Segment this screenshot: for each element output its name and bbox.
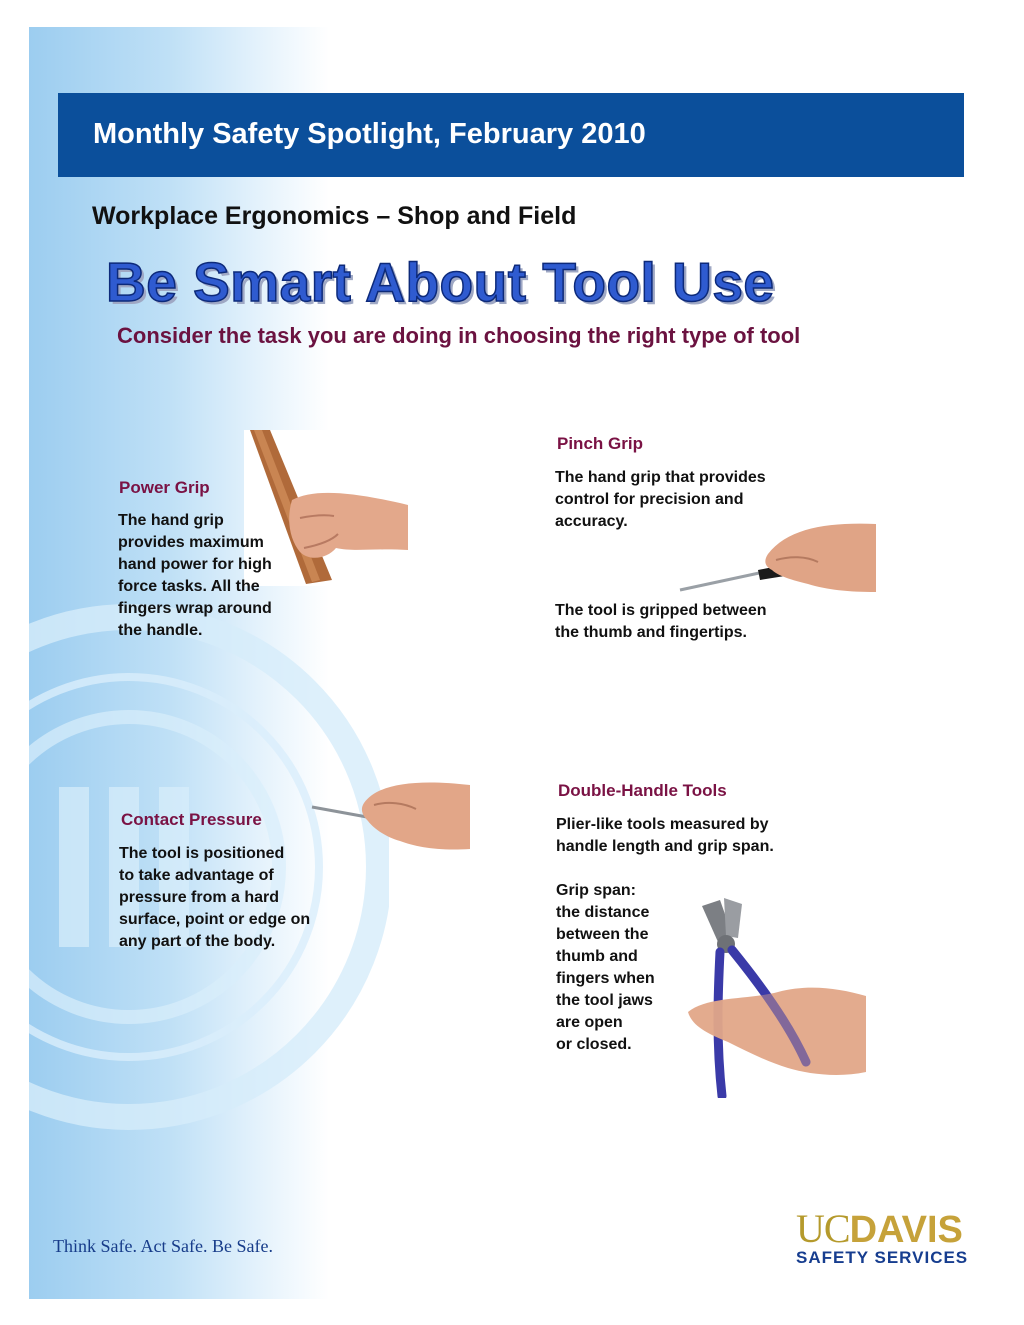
subtitle: Workplace Ergonomics – Shop and Field — [92, 202, 577, 230]
main-title: Be Smart About Tool Use — [106, 251, 775, 313]
logo-subtitle: SAFETY SERVICES — [796, 1248, 969, 1267]
power-grip-text: The hand grip provides maximum hand power for high force tasks. All the fingers wrap around the handle. — [118, 512, 272, 639]
contact-pressure-text: The tool is positioned to take advantage of pressure from a hard surface, point or edge on any part of the body. — [119, 845, 311, 950]
logo-uc: UC — [796, 1206, 850, 1251]
pinch-grip-text: The hand grip that provides control for precision and accuracy. — [555, 469, 766, 530]
contact-pressure-photo — [308, 775, 470, 859]
double-handle-photo — [688, 892, 866, 1098]
double-handle-heading: Double-Handle Tools — [558, 781, 727, 800]
double-handle-text-2: Grip span: the distance between the thumb and fingers when the tool jaws are open or closed. — [556, 882, 655, 1053]
banner-title: Monthly Safety Spotlight, February 2010 — [93, 118, 646, 150]
ucdavis-logo — [796, 1205, 968, 1268]
contact-pressure-heading: Contact Pressure — [121, 810, 262, 829]
pinch-grip-text-2: The tool is gripped between the thumb and fingertips. — [555, 602, 767, 641]
header-banner — [58, 93, 964, 177]
footer-slogan: Think Safe. Act Safe. Be Safe. — [53, 1236, 273, 1256]
power-grip-heading: Power Grip — [119, 478, 210, 497]
pinch-grip-heading: Pinch Grip — [557, 434, 643, 453]
double-handle-text: Plier-like tools measured by handle length and grip span. — [556, 816, 774, 855]
tagline: Consider the task you are doing in choosing the right type of tool — [117, 323, 801, 348]
logo-davis: DAVIS — [849, 1209, 963, 1251]
